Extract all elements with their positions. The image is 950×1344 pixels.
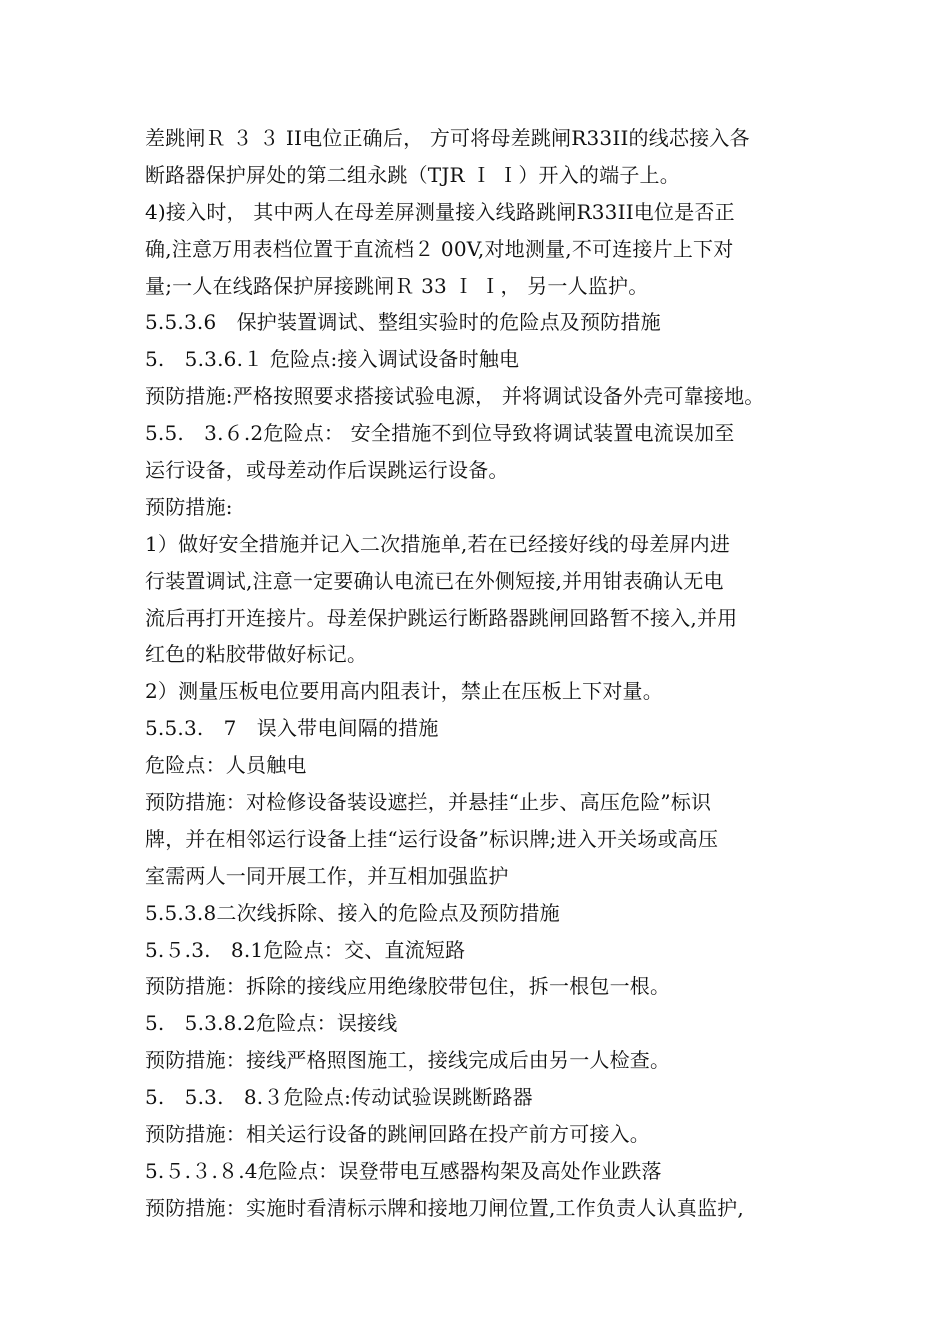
text-line: 5. 5.3. 8.３危险点:传动试验误跳断路器 bbox=[145, 1085, 533, 1110]
text-line: 预防措施:严格按照要求搭接试验电源， 并将调试设备外壳可靠接地。 bbox=[145, 384, 765, 409]
text-line: 预防措施：相关运行设备的跳闸回路在投产前方可接入。 bbox=[145, 1122, 650, 1147]
text-line: 流后再打开连接片。母差保护跳运行断路器跳闸回路暂不接入,并用 bbox=[145, 605, 738, 630]
text-line: 差跳闸Ｒ ３ ３ II电位正确后， 方可将母差跳闸R33II的线芯接入各 bbox=[145, 126, 750, 150]
text-line: 室需两人一同开展工作，并互相加强监护 bbox=[145, 863, 509, 888]
text-line: 预防措施：接线严格照图施工，接线完成后由另一人检查。 bbox=[145, 1048, 671, 1073]
text-line: 5. 5.3.8.2危险点：误接线 bbox=[145, 1011, 398, 1036]
text-line: 危险点：人员触电 bbox=[145, 753, 307, 778]
text-line: 1）做好安全措施并记入二次措施单,若在已经接好线的母差屏内进 bbox=[145, 531, 731, 556]
text-line: 断路器保护屏处的第二组永跳（TJR Ｉ Ｉ）开入的端子上。 bbox=[145, 162, 680, 187]
text-line: 5.５.３.８.4危险点：误登带电互感器构架及高处作业跌落 bbox=[145, 1158, 662, 1183]
section-heading: 5.5.3.6 保护装置调试、整组实验时的危险点及预防措施 bbox=[145, 310, 661, 335]
text-line: 预防措施：对检修设备装设遮拦，并悬挂“止步、高压危险”标识 bbox=[145, 790, 712, 815]
text-line: 预防措施: bbox=[145, 494, 233, 519]
text-line: 牌，并在相邻运行设备上挂“运行设备”标识牌;进入开关场或高压 bbox=[145, 826, 719, 851]
text-line: 5. 5.3.6.１ 危险点:接入调试设备时触电 bbox=[145, 347, 520, 372]
text-line: 运行设备，或母差动作后误跳运行设备。 bbox=[145, 458, 509, 483]
section-heading: 5.5.3. 7 误入带电间隔的措施 bbox=[145, 716, 439, 741]
document-body bbox=[145, 120, 825, 1227]
text-line: 4)接入时， 其中两人在母差屏测量接入线路跳闸R33II电位是否正 bbox=[145, 199, 735, 224]
section-heading: 5.5.3.8二次线拆除、接入的危险点及预防措施 bbox=[145, 900, 560, 925]
text-line: 2）测量压板电位要用高内阻表计，禁止在压板上下对量。 bbox=[145, 679, 663, 704]
text-line: 5.５.3. 8.1危险点：交、直流短路 bbox=[145, 937, 466, 962]
text-line: 预防措施：实施时看清标示牌和接地刀闸位置,工作负责人认真监护, bbox=[145, 1195, 744, 1220]
text-line: 量;一人在线路保护屏接跳闸Ｒ 33 Ｉ Ｉ， 另一人监护。 bbox=[145, 273, 649, 298]
text-line: 预防措施：拆除的接线应用绝缘胶带包住，拆一根包一根。 bbox=[145, 974, 671, 999]
text-line: 5.5. 3.６.2危险点： 安全措施不到位导致将调试装置电流误加至 bbox=[145, 421, 735, 446]
text-line: 红色的粘胶带做好标记。 bbox=[145, 642, 368, 667]
text-line: 确,注意万用表档位置于直流档２ 00V,对地测量,不可连接片上下对 bbox=[145, 236, 734, 261]
text-line: 行装置调试,注意一定要确认电流已在外侧短接,并用钳表确认无电 bbox=[145, 568, 724, 593]
